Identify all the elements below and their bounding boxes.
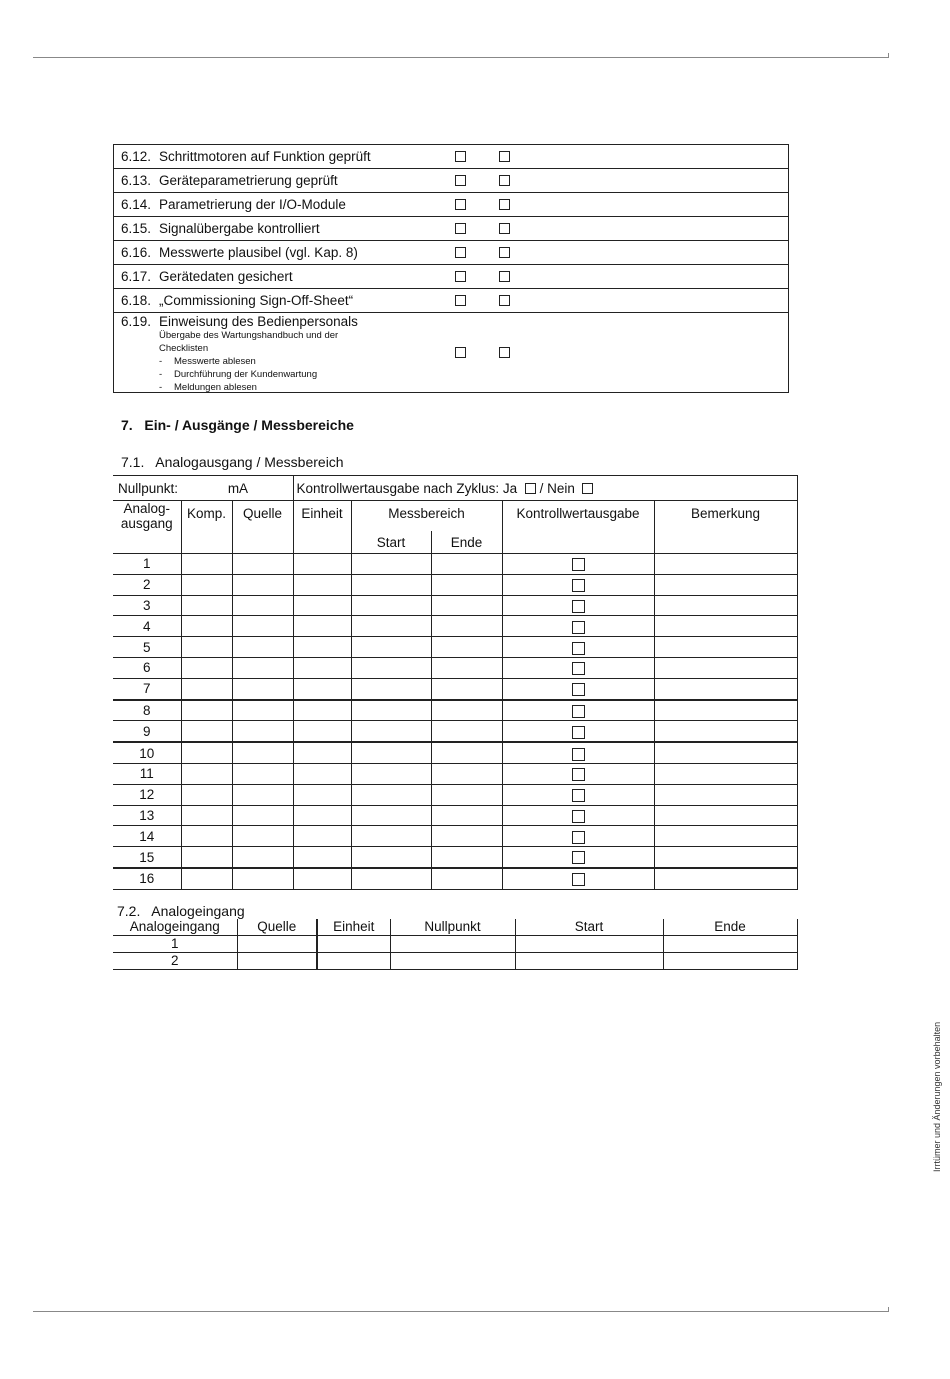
checklist-cell xyxy=(114,145,789,169)
checklist-number: 6.13. xyxy=(121,173,152,188)
cell-komp[interactable] xyxy=(181,700,232,721)
table-row xyxy=(113,574,797,595)
table-row xyxy=(113,847,797,868)
kontrollwert-checkbox[interactable] xyxy=(572,810,585,823)
header-ende: Ende xyxy=(431,531,502,554)
cell-quelle[interactable] xyxy=(232,742,293,763)
cell-einheit[interactable] xyxy=(293,616,351,637)
cell-ende[interactable] xyxy=(431,657,502,678)
checklist-checkbox-2[interactable] xyxy=(499,199,510,210)
cell-start[interactable] xyxy=(351,805,431,826)
cell-ende[interactable] xyxy=(431,826,502,847)
row-number: 14 xyxy=(113,826,181,847)
section-71-title: 7.1. Analogausgang / Messbereich xyxy=(121,454,344,470)
cell-bemerkung[interactable] xyxy=(654,657,797,678)
row-number: 6 xyxy=(113,657,181,678)
cell-einheit[interactable] xyxy=(293,721,351,742)
checklist-label: Einweisung des Bedienpersonals xyxy=(159,314,358,329)
checklist-row xyxy=(114,193,789,217)
checklist-row xyxy=(114,145,789,169)
cell-kontrollwertausgabe xyxy=(502,805,654,826)
cell-ende[interactable] xyxy=(431,805,502,826)
cell-komp[interactable] xyxy=(181,721,232,742)
row-number: 5 xyxy=(113,637,181,658)
table-row xyxy=(113,953,797,970)
cell-kontrollwertausgabe xyxy=(502,657,654,678)
table-row xyxy=(113,554,797,575)
cell-start[interactable] xyxy=(351,721,431,742)
cell-start[interactable] xyxy=(351,847,431,868)
table-row xyxy=(113,826,797,847)
cell-bemerkung[interactable] xyxy=(654,847,797,868)
input-cell[interactable] xyxy=(663,953,797,970)
checklist-row xyxy=(114,241,789,265)
checklist-row xyxy=(114,265,789,289)
cell-einheit[interactable] xyxy=(293,763,351,784)
header-cell: Start xyxy=(515,919,663,936)
cell-kontrollwertausgabe xyxy=(502,847,654,868)
checklist-number: 6.15. xyxy=(121,221,152,236)
row-number: 1 xyxy=(113,554,181,575)
row-number: 2 xyxy=(113,574,181,595)
cell-bemerkung[interactable] xyxy=(654,763,797,784)
cell-ende[interactable] xyxy=(431,616,502,637)
kontrollwert-checkbox[interactable] xyxy=(572,789,585,802)
table-row xyxy=(113,700,797,721)
cell-komp[interactable] xyxy=(181,847,232,868)
cell-kontrollwertausgabe xyxy=(502,554,654,575)
cell-bemerkung[interactable] xyxy=(654,554,797,575)
checklist-checkbox-2[interactable] xyxy=(499,347,510,358)
cell-start[interactable] xyxy=(351,700,431,721)
cell-komp[interactable] xyxy=(181,616,232,637)
cell-quelle[interactable] xyxy=(232,678,293,699)
cell-ende[interactable] xyxy=(431,554,502,575)
cell-kontrollwertausgabe xyxy=(502,784,654,805)
table-row xyxy=(113,936,797,953)
cell-kontrollwertausgabe xyxy=(502,616,654,637)
checklist-label: Signalübergabe kontrolliert xyxy=(159,221,320,236)
checklist-checkbox-1[interactable] xyxy=(455,271,466,282)
kontrollwert-checkbox[interactable] xyxy=(572,831,585,844)
cell-einheit[interactable] xyxy=(293,742,351,763)
cell-komp[interactable] xyxy=(181,678,232,699)
table-row xyxy=(113,657,797,678)
row-number: 12 xyxy=(113,784,181,805)
header-cell: Quelle xyxy=(237,919,317,936)
cell-start[interactable] xyxy=(351,678,431,699)
row-number: 7 xyxy=(113,678,181,699)
kontrollwert-checkbox[interactable] xyxy=(572,726,585,739)
header-cell: Ende xyxy=(663,919,797,936)
cell-ende[interactable] xyxy=(431,742,502,763)
cell-start[interactable] xyxy=(351,554,431,575)
kontrollwert-checkbox[interactable] xyxy=(572,748,585,761)
input-cell[interactable] xyxy=(317,936,390,953)
checklist-checkbox-1[interactable] xyxy=(455,347,466,358)
cell-start[interactable] xyxy=(351,616,431,637)
checklist-checkbox-2[interactable] xyxy=(499,151,510,162)
checklist-checkbox-1[interactable] xyxy=(455,151,466,162)
kontrollwert-checkbox[interactable] xyxy=(572,768,585,781)
table-row xyxy=(113,805,797,826)
checklist-number: 6.18. xyxy=(121,293,152,308)
section-7-heading xyxy=(121,417,354,433)
cell-kontrollwertausgabe xyxy=(502,742,654,763)
header-bemerkung: Bemerkung xyxy=(654,501,797,554)
kontroll-zyklus-label: Kontrollwertausgabe nach Zyklus: Ja xyxy=(296,480,518,496)
kontrollwert-checkbox[interactable] xyxy=(572,642,585,655)
kontrollwert-checkbox[interactable] xyxy=(572,558,585,571)
checklist-checkbox-1[interactable] xyxy=(455,175,466,186)
cell-quelle[interactable] xyxy=(232,574,293,595)
row-number: 4 xyxy=(113,616,181,637)
input-cell[interactable] xyxy=(515,936,663,953)
cell-einheit[interactable] xyxy=(293,700,351,721)
kontroll-zyklus-cell xyxy=(293,476,797,501)
checklist-number: 6.12. xyxy=(121,149,152,164)
cell-kontrollwertausgabe xyxy=(502,763,654,784)
row-number: 3 xyxy=(113,595,181,616)
instruction-sub1: Übergabe des Wartungshandbuch und der xyxy=(159,330,339,341)
checklist-label: Messwerte plausibel (vgl. Kap. 8) xyxy=(159,245,358,260)
table-row xyxy=(113,742,797,763)
cell-komp[interactable] xyxy=(181,574,232,595)
header-messbereich: Messbereich xyxy=(351,501,502,532)
cell-komp[interactable] xyxy=(181,637,232,658)
input-cell[interactable] xyxy=(663,936,797,953)
cell-ende[interactable] xyxy=(431,763,502,784)
checklist-cell xyxy=(114,217,789,241)
cell-start[interactable] xyxy=(351,595,431,616)
cell-kontrollwertausgabe xyxy=(502,700,654,721)
checklist-row xyxy=(114,169,789,193)
checklist-label: „Commissioning Sign-Off-Sheet“ xyxy=(159,293,354,308)
nullpunkt-label: Nullpunkt: xyxy=(118,480,179,496)
cell-ende[interactable] xyxy=(431,637,502,658)
cell-ende[interactable] xyxy=(431,784,502,805)
checklist-cell xyxy=(114,241,789,265)
cell-quelle[interactable] xyxy=(232,637,293,658)
checklist-checkbox-2[interactable] xyxy=(499,247,510,258)
section-7-number: 7. xyxy=(121,417,133,433)
checklist-checkbox-1[interactable] xyxy=(455,223,466,234)
cell-quelle[interactable] xyxy=(232,657,293,678)
cell-quelle[interactable] xyxy=(232,763,293,784)
cell-bemerkung[interactable] xyxy=(654,637,797,658)
cell-start[interactable] xyxy=(351,826,431,847)
checklist-cell xyxy=(114,265,789,289)
cell-einheit[interactable] xyxy=(293,847,351,868)
cell-einheit[interactable] xyxy=(293,637,351,658)
table-row xyxy=(113,595,797,616)
cell-quelle[interactable] xyxy=(232,805,293,826)
checklist-checkbox-1[interactable] xyxy=(455,247,466,258)
section-72-title: 7.2. Analogeingang xyxy=(117,903,245,919)
cell-ende[interactable] xyxy=(431,847,502,868)
cell-start[interactable] xyxy=(351,763,431,784)
input-cell[interactable] xyxy=(237,953,317,970)
row-number: 1 xyxy=(113,936,237,953)
row-number: 2 xyxy=(113,953,237,970)
header-cell: Analogeingang xyxy=(113,919,237,936)
cell-kontrollwertausgabe xyxy=(502,721,654,742)
checklist-label: Parametrierung der I/O-Module xyxy=(159,197,346,212)
cell-komp[interactable] xyxy=(181,742,232,763)
cell-einheit[interactable] xyxy=(293,574,351,595)
table-row xyxy=(113,721,797,742)
checklist-label: Geräteparametrierung geprüft xyxy=(159,173,338,188)
instruction-bullet: - Messwerte ablesen xyxy=(159,356,256,367)
cell-quelle[interactable] xyxy=(232,784,293,805)
header-cell: Nullpunkt xyxy=(390,919,515,936)
cell-komp[interactable] xyxy=(181,554,232,575)
instruction-sub2: Checklisten xyxy=(159,343,209,354)
cell-kontrollwertausgabe xyxy=(502,574,654,595)
header-analogausgang: Analog- ausgang xyxy=(113,501,181,554)
cell-quelle[interactable] xyxy=(232,595,293,616)
cell-bemerkung[interactable] xyxy=(654,721,797,742)
checklist-row-619 xyxy=(114,313,789,393)
cell-bemerkung[interactable] xyxy=(654,595,797,616)
nullpunkt-cell xyxy=(113,476,293,501)
input-cell[interactable] xyxy=(515,953,663,970)
checklist-row xyxy=(114,289,789,313)
ja-checkbox[interactable] xyxy=(525,483,536,494)
cell-bemerkung[interactable] xyxy=(654,742,797,763)
cell-ende[interactable] xyxy=(431,868,502,889)
instruction-bullet: - Meldungen ablesen xyxy=(159,382,257,393)
checklist-checkbox-2[interactable] xyxy=(499,295,510,306)
header-rule xyxy=(33,57,889,58)
checklist-cell xyxy=(114,193,789,217)
cell-ende[interactable] xyxy=(431,700,502,721)
instruction-bullet-text: Meldungen ablesen xyxy=(174,382,257,393)
row-number: 11 xyxy=(113,763,181,784)
checklist-number: 6.14. xyxy=(121,197,152,212)
input-cell[interactable] xyxy=(317,953,390,970)
checklist-checkbox-2[interactable] xyxy=(499,271,510,282)
row-number: 15 xyxy=(113,847,181,868)
input-cell[interactable] xyxy=(390,953,515,970)
cell-start[interactable] xyxy=(351,742,431,763)
row-number: 10 xyxy=(113,742,181,763)
footer-rule xyxy=(33,1311,889,1312)
checklist-checkbox-2[interactable] xyxy=(499,223,510,234)
checklist-checkbox-1[interactable] xyxy=(455,199,466,210)
header-kontrollwertausgabe: Kontrollwertausgabe xyxy=(502,501,654,554)
analog-input-table xyxy=(113,919,798,970)
checklist-number: 6.17. xyxy=(121,269,152,284)
checklist-label: Gerätedaten gesichert xyxy=(159,269,293,284)
cell-ende[interactable] xyxy=(431,595,502,616)
header-quelle: Quelle xyxy=(232,501,293,554)
checklist-number: 6.16. xyxy=(121,245,152,260)
cell-bemerkung[interactable] xyxy=(654,868,797,889)
checklist-label: Schrittmotoren auf Funktion geprüft xyxy=(159,149,371,164)
nullpunkt-unit: mA xyxy=(227,480,249,496)
input-cell[interactable] xyxy=(237,936,317,953)
cell-einheit[interactable] xyxy=(293,805,351,826)
cell-bemerkung[interactable] xyxy=(654,784,797,805)
cell-ende[interactable] xyxy=(431,721,502,742)
cell-einheit[interactable] xyxy=(293,657,351,678)
cell-kontrollwertausgabe xyxy=(502,868,654,889)
table-row xyxy=(113,637,797,658)
cell-bemerkung[interactable] xyxy=(654,826,797,847)
cell-quelle[interactable] xyxy=(232,868,293,889)
checklist-cell xyxy=(114,169,789,193)
row-number: 16 xyxy=(113,868,181,889)
cell-bemerkung[interactable] xyxy=(654,616,797,637)
header-start: Start xyxy=(351,531,431,554)
checklist-checkbox-1[interactable] xyxy=(455,295,466,306)
row-number: 8 xyxy=(113,700,181,721)
cell-bemerkung[interactable] xyxy=(654,805,797,826)
cell-quelle[interactable] xyxy=(232,847,293,868)
cell-quelle[interactable] xyxy=(232,554,293,575)
table-row xyxy=(113,763,797,784)
cell-bemerkung[interactable] xyxy=(654,678,797,699)
checklist-checkbox-2[interactable] xyxy=(499,175,510,186)
header-einheit: Einheit xyxy=(293,501,351,554)
checklist-row xyxy=(114,217,789,241)
cell-ende[interactable] xyxy=(431,678,502,699)
cell-start[interactable] xyxy=(351,657,431,678)
disclaimer-note: Irrtümer und Änderungen vorbehalten xyxy=(932,1021,942,1172)
kontrollwert-checkbox[interactable] xyxy=(572,851,585,864)
cell-kontrollwertausgabe xyxy=(502,826,654,847)
cell-ende[interactable] xyxy=(431,574,502,595)
cell-quelle[interactable] xyxy=(232,616,293,637)
cell-einheit[interactable] xyxy=(293,868,351,889)
cell-kontrollwertausgabe xyxy=(502,637,654,658)
header-cell: Einheit xyxy=(317,919,390,936)
kontrollwert-checkbox[interactable] xyxy=(572,662,585,675)
table-row xyxy=(113,784,797,805)
nein-checkbox[interactable] xyxy=(582,483,593,494)
cell-komp[interactable] xyxy=(181,784,232,805)
nein-label: / Nein xyxy=(539,480,575,496)
cell-start[interactable] xyxy=(351,637,431,658)
table-header-row xyxy=(113,919,797,936)
checklist-number: 6.19. xyxy=(121,314,152,329)
cell-komp[interactable] xyxy=(181,826,232,847)
cell-kontrollwertausgabe xyxy=(502,595,654,616)
cell-quelle[interactable] xyxy=(232,826,293,847)
cell-kontrollwertausgabe xyxy=(502,678,654,699)
kontrollwert-checkbox[interactable] xyxy=(572,683,585,696)
cell-quelle[interactable] xyxy=(232,700,293,721)
cell-komp[interactable] xyxy=(181,763,232,784)
header-komp: Komp. xyxy=(181,501,232,554)
cell-komp[interactable] xyxy=(181,595,232,616)
checklist-table xyxy=(113,144,789,393)
kontrollwert-checkbox[interactable] xyxy=(572,600,585,613)
kontrollwert-checkbox[interactable] xyxy=(572,621,585,634)
cell-einheit[interactable] xyxy=(293,678,351,699)
table-row xyxy=(113,616,797,637)
kontrollwert-checkbox[interactable] xyxy=(572,705,585,718)
cell-einheit[interactable] xyxy=(293,784,351,805)
cell-einheit[interactable] xyxy=(293,826,351,847)
input-cell[interactable] xyxy=(390,936,515,953)
instruction-bullet-text: Messwerte ablesen xyxy=(174,356,256,367)
instruction-bullet-text: Durchführung der Kundenwartung xyxy=(174,369,318,380)
row-number: 9 xyxy=(113,721,181,742)
cell-start[interactable] xyxy=(351,868,431,889)
instruction-bullet: - Durchführung der Kundenwartung xyxy=(159,369,318,380)
table-row xyxy=(113,678,797,699)
table-row xyxy=(113,868,797,889)
cell-einheit[interactable] xyxy=(293,554,351,575)
kontrollwert-checkbox[interactable] xyxy=(572,873,585,886)
cell-start[interactable] xyxy=(351,574,431,595)
cell-start[interactable] xyxy=(351,784,431,805)
cell-bemerkung[interactable] xyxy=(654,574,797,595)
cell-einheit[interactable] xyxy=(293,595,351,616)
analog-output-table xyxy=(113,475,798,890)
row-number: 13 xyxy=(113,805,181,826)
cell-quelle[interactable] xyxy=(232,721,293,742)
cell-komp[interactable] xyxy=(181,868,232,889)
cell-komp[interactable] xyxy=(181,805,232,826)
cell-bemerkung[interactable] xyxy=(654,700,797,721)
checklist-cell xyxy=(114,289,789,313)
section-7-title: Ein- / Ausgänge / Messbereiche xyxy=(144,417,354,433)
checklist-cell xyxy=(114,313,789,393)
kontrollwert-checkbox[interactable] xyxy=(572,579,585,592)
cell-komp[interactable] xyxy=(181,657,232,678)
